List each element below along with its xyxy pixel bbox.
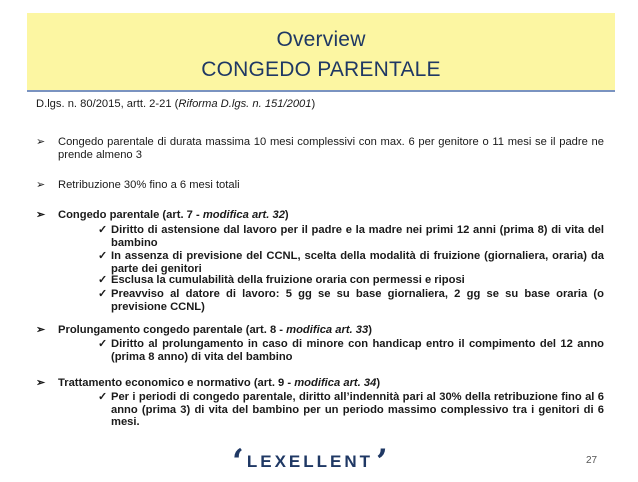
bullet-art8-text: Prolungamento congedo parentale (art. 8 - <box>58 324 287 336</box>
title-overview: Overview <box>276 28 366 51</box>
legal-reference-italic: Riforma D.lgs. n. 151/2001 <box>178 98 312 110</box>
logo-text: LEXELLENT <box>246 452 374 471</box>
sub-item-text: In assenza di previsione del CCNL, scelta della modalità di fruizione (giornaliera, oraria) da parte dei genitori <box>111 250 604 275</box>
sub-item-art7-4 <box>98 288 604 313</box>
bullet-art7-text: Congedo parentale (art. 7 - <box>58 209 203 221</box>
title-congedo-parentale: CONGEDO PARENTALE <box>201 58 441 81</box>
bullet-art7-italic: modifica art. 32 <box>202 209 285 221</box>
bullet-art9-italic: modifica art. 34 <box>294 377 377 389</box>
bullet-art7 <box>36 209 604 222</box>
sub-item-text: Per i periodi di congedo parentale, diritto all’indennità pari al 30% della retribuzione fino al 6 anno (prima 3) di vita del bambino per un periodo massimo complessivo tra i genitori di 6 mesi. <box>111 391 604 429</box>
sub-item-art8-1 <box>98 338 604 363</box>
arrow-bullet-icon: ➢ <box>36 377 46 389</box>
bullet-retribuzione-text: Retribuzione 30% fino a 6 mesi totali <box>58 179 240 191</box>
bullet-retribuzione <box>36 179 604 192</box>
checkmark-icon: ✓ <box>98 288 108 300</box>
sub-item-art7-1 <box>98 224 604 249</box>
arrow-bullet-icon: ➢ <box>36 179 46 191</box>
page-number: 27 <box>586 455 598 466</box>
checkmark-icon: ✓ <box>98 250 108 262</box>
bullet-art9 <box>36 377 604 390</box>
bullet-art8 <box>36 324 604 337</box>
bullet-art9-text: Trattamento economico e normativo (art. 9 - <box>58 377 295 389</box>
checkmark-icon: ✓ <box>98 274 108 286</box>
bullet-art8-italic: modifica art. 33 <box>286 324 369 336</box>
arrow-bullet-icon: ➢ <box>36 324 46 336</box>
sub-item-text: Diritto al prolungamento in caso di minore con handicap entro il compimento del 12 anno (prima 8 anno) di vita del bambino <box>111 338 604 363</box>
checkmark-icon: ✓ <box>98 224 108 236</box>
title-band <box>27 13 615 92</box>
sub-item-art7-3 <box>98 274 604 287</box>
legal-reference-text: D.lgs. n. 80/2015, artt. 2-21 ( <box>36 98 179 110</box>
logo-close-quote: ’ <box>376 442 388 482</box>
logo-open-quote: ‘ <box>232 442 244 482</box>
bullet-art7-close: ) <box>284 209 289 221</box>
bullet-art9-close: ) <box>376 377 381 389</box>
sub-item-text: Esclusa la cumulabilità della fruizione oraria con permessi e riposi <box>111 274 465 286</box>
legal-reference <box>36 98 315 111</box>
sub-item-art7-2 <box>98 250 604 275</box>
legal-reference-close: ) <box>311 98 316 110</box>
sub-item-text: Preavviso al datore di lavoro: 5 gg se su base giornaliera, 2 gg se su base oraria (o previsione CCNL) <box>111 288 604 313</box>
lexellent-logo <box>232 442 388 482</box>
bullet-durata <box>36 136 604 161</box>
sub-item-text: Diritto di astensione dal lavoro per il padre e la madre nei primi 12 anni (prima 8) di vita del bambino <box>111 224 604 249</box>
bullet-art8-close: ) <box>368 324 372 336</box>
sub-item-art9-1 <box>98 391 604 429</box>
arrow-bullet-icon: ➢ <box>36 209 46 221</box>
arrow-bullet-icon: ➢ <box>36 136 46 148</box>
checkmark-icon: ✓ <box>98 338 108 350</box>
bullet-durata-text: Congedo parentale di durata massima 10 mesi complessivi con max. 6 per genitore o 11 mesi se il padre ne prende almeno 3 <box>58 136 604 161</box>
checkmark-icon: ✓ <box>98 391 108 403</box>
